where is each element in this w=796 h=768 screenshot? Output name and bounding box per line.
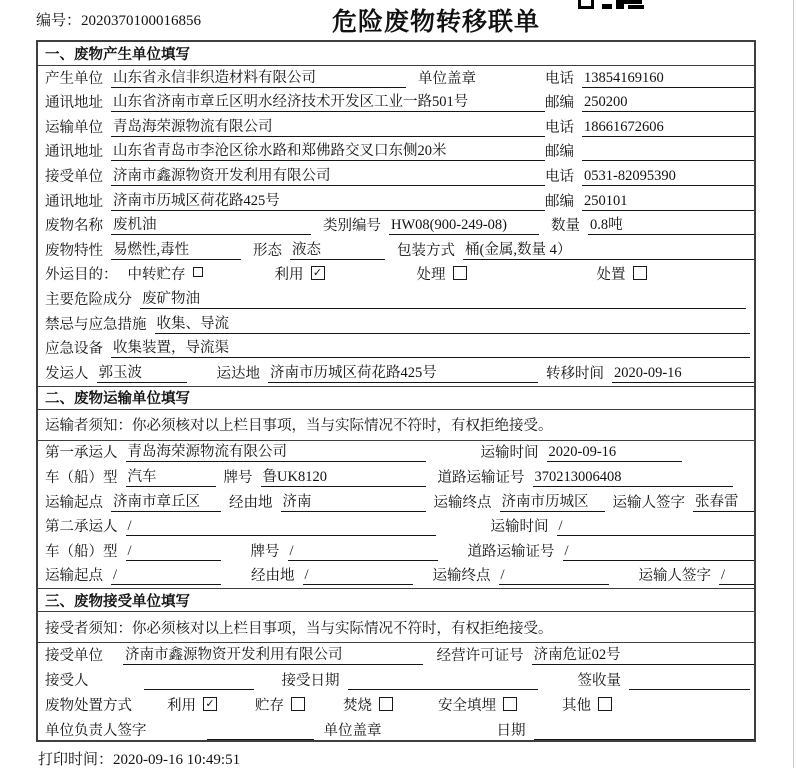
character-label: 废物特性	[45, 242, 103, 259]
row-transporter	[38, 115, 754, 140]
character-value: 易燃性,毒性	[111, 238, 241, 260]
disposal-option-landfill: 安全填埋	[438, 694, 517, 715]
road-license-value: 370213006408	[533, 469, 733, 487]
checkbox-icon	[598, 697, 612, 711]
checkbox-icon	[503, 697, 517, 711]
vehicle-type-label: 车（船）型	[45, 469, 118, 486]
qr-block	[628, 5, 644, 9]
vehicle-type-label: 车（船）型	[45, 543, 118, 560]
checkbox-checked-icon: ✓	[203, 697, 217, 711]
taboo-label: 禁忌与应急措施	[45, 316, 147, 333]
transporter-sign-label: 运输人签字	[612, 494, 685, 511]
qr-block	[616, 0, 624, 9]
print-time-value: 2020-09-16 10:49:51	[113, 752, 241, 768]
road-license-label: 道路运输证号	[467, 543, 555, 560]
row-taboo-measures	[38, 312, 754, 337]
disposal-method-label: 废物处置方式	[45, 698, 132, 715]
accept-date-value	[348, 674, 538, 690]
zip-group	[545, 140, 754, 161]
address-label: 通讯地址	[45, 193, 103, 210]
section2-header: 二、废物运输单位填写	[38, 386, 754, 410]
origin-value: /	[111, 567, 221, 585]
accept-person-label: 接受人	[45, 673, 89, 690]
transport-time-value: /	[557, 518, 755, 536]
address-value: 山东省青岛市李沧区徐水路和郑佛路交叉口东侧20米	[111, 139, 545, 161]
plate-label: 牌号	[250, 543, 280, 560]
receiver-label: 接受单位	[45, 168, 103, 185]
transporter-label: 运输单位	[45, 119, 103, 136]
row-vehicle1	[38, 465, 754, 490]
phone-label: 电话	[545, 119, 574, 136]
quantity-label: 数量	[551, 218, 580, 235]
checkbox-icon	[453, 266, 467, 280]
transporter-sign-value: 张春雷	[693, 490, 754, 512]
accept-unit-label: 接受单位	[45, 648, 103, 665]
carrier1-label: 第一承运人	[45, 445, 118, 462]
address-label: 通讯地址	[45, 144, 103, 161]
origin-value: 济南市章丘区	[111, 490, 221, 512]
zip-value	[582, 145, 754, 161]
row-waste-name	[38, 214, 754, 239]
end-value: 济南市历城区	[500, 490, 605, 512]
signed-amount-value	[629, 674, 750, 690]
hazard-value: 废矿物油	[140, 287, 746, 309]
accept-unit-value: 济南市鑫源物资开发利用有限公司	[123, 643, 423, 665]
section3-header: 三、废物接受单位填写	[38, 588, 754, 612]
form-label: 形态	[253, 242, 282, 259]
accept-person-value	[144, 674, 254, 690]
phone-label: 电话	[545, 70, 574, 87]
qr-block	[578, 0, 594, 9]
transporter-sign-value: /	[719, 567, 754, 585]
carrier2-value: /	[126, 518, 436, 536]
unit-seal-label: 单位盖章	[323, 723, 382, 740]
section2-notice: 运输者须知：你必须核对以上栏目事项，当与实际情况不符时，有权拒绝接受。	[38, 410, 754, 441]
section1-header: 一、废物产生单位填写	[38, 42, 754, 66]
qr-block	[602, 4, 612, 9]
destination-label: 运达地	[216, 365, 260, 382]
row-accept-person	[38, 668, 754, 693]
row-route2	[38, 564, 754, 589]
permit-value: 济南危证02号	[532, 643, 754, 665]
qr-code-fragment-icon	[578, 0, 646, 9]
checkbox-icon	[193, 267, 203, 277]
zip-label: 邮编	[545, 95, 574, 112]
zip-value: 250200	[582, 94, 754, 112]
document-header	[0, 0, 796, 40]
row-hazard-component	[38, 287, 754, 312]
signed-amount-label: 签收量	[577, 673, 621, 690]
section3-notice: 接受者须知：你必须核对以上栏目事项，当与实际情况不符时，有权拒绝接受。	[38, 612, 754, 643]
page-edge-line	[793, 0, 794, 768]
receiver-value: 济南市鑫源物资开发利用有限公司	[111, 164, 545, 186]
head-sign-value	[207, 724, 314, 740]
transfer-time-label: 转移时间	[546, 365, 604, 382]
via-value: /	[303, 567, 413, 585]
row-accept-unit	[38, 643, 754, 668]
via-label: 经由地	[251, 568, 295, 585]
head-sign-label: 单位负责人签字	[45, 723, 147, 740]
purpose-option-transfer-storage: 中转贮存	[128, 263, 203, 284]
address-value: 济南市历城区荷花路425号	[111, 189, 545, 211]
road-license-label: 道路运输证号	[437, 469, 525, 486]
row-transporter-address	[38, 140, 754, 165]
end-value: /	[499, 567, 609, 585]
producer-label: 产生单位	[45, 70, 103, 87]
quantity-value: 0.8吨	[588, 213, 754, 235]
via-value: 济南	[281, 490, 426, 512]
category-label: 类别编号	[323, 218, 381, 235]
transport-time-label: 运输时间	[480, 445, 539, 462]
row-purpose	[38, 263, 754, 288]
row-receiver	[38, 164, 754, 189]
permit-label: 经营许可证号	[436, 648, 524, 665]
row-receiver-address	[38, 189, 754, 214]
road-license-value: /	[563, 543, 755, 561]
phone-group	[545, 67, 754, 88]
print-time	[38, 748, 240, 768]
zip-label: 邮编	[545, 193, 574, 210]
carrier1-value: 青岛海荣源物流有限公司	[126, 440, 426, 462]
zip-group	[545, 190, 754, 211]
row-shipper	[38, 361, 754, 386]
row-carrier2	[38, 515, 754, 540]
row-waste-character	[38, 238, 754, 263]
waste-name-value: 废机油	[111, 213, 311, 235]
packing-value: 桶(金属,数量 4）	[463, 238, 754, 260]
shipper-label: 发运人	[45, 365, 89, 382]
print-time-label: 打印时间：	[38, 752, 114, 768]
origin-label: 运输起点	[45, 494, 103, 511]
phone-value: 13854169160	[582, 70, 754, 88]
unit-seal-label: 单位盖章	[418, 70, 476, 87]
row-vehicle2	[38, 539, 754, 564]
plate-value: /	[288, 543, 438, 561]
row-emergency-equipment	[38, 337, 754, 362]
end-label: 运输终点	[432, 568, 491, 585]
document-number-label: 编号：	[36, 13, 82, 29]
checkbox-checked-icon: ✓	[311, 266, 325, 280]
category-value: HW08(900-249-08)	[389, 217, 539, 235]
checkbox-icon	[379, 697, 393, 711]
phone-value: 0531-82095390	[582, 168, 754, 186]
document-number-value: 2020370100016856	[81, 13, 202, 29]
origin-label: 运输起点	[45, 568, 103, 585]
phone-group	[545, 116, 754, 137]
date-value	[534, 724, 755, 740]
zip-value: 250101	[582, 193, 754, 211]
plate-label: 牌号	[223, 469, 253, 486]
waste-name-label: 废物名称	[45, 218, 103, 235]
plate-value: 鲁UK8120	[261, 465, 426, 487]
checkbox-icon	[291, 697, 305, 711]
via-label: 经由地	[229, 494, 273, 511]
row-producer	[38, 66, 754, 91]
hazard-label: 主要危险成分	[45, 291, 132, 308]
destination-value: 济南市历城区荷花路425号	[268, 361, 538, 383]
transport-time-label: 运输时间	[490, 519, 549, 536]
phone-value: 18661672606	[582, 119, 754, 137]
row-carrier1	[38, 441, 754, 466]
purpose-label: 外运目的：	[45, 267, 118, 284]
row-producer-address	[38, 91, 754, 116]
phone-label: 电话	[545, 168, 574, 185]
vehicle-type-value: 汽车	[126, 465, 216, 487]
address-label: 通讯地址	[45, 95, 103, 112]
equipment-label: 应急设备	[45, 341, 103, 358]
purpose-option-treat: 处理	[417, 263, 467, 284]
transport-time-value: 2020-09-16	[547, 444, 682, 462]
transporter-sign-label: 运输人签字	[638, 568, 711, 585]
accept-date-label: 接受日期	[281, 673, 340, 690]
phone-group	[545, 165, 754, 186]
form-table	[36, 40, 756, 742]
address-value: 山东省济南市章丘区明水经济技术开发区工业一路501号	[111, 90, 545, 112]
disposal-option-storage: 贮存	[255, 694, 305, 715]
zip-label: 邮编	[545, 144, 574, 161]
document-number	[36, 9, 201, 30]
disposal-option-utilize: 利用 ✓	[167, 694, 217, 715]
shipper-value: 郭玉波	[97, 361, 187, 383]
producer-value: 山东省永信非织造材料有限公司	[111, 66, 406, 88]
checkbox-icon	[633, 266, 647, 280]
row-disposal-method	[38, 693, 754, 718]
packing-label: 包装方式	[397, 242, 455, 259]
transfer-time-value: 2020-09-16	[612, 365, 754, 383]
zip-group	[545, 91, 754, 112]
disposal-option-other: 其他	[562, 694, 612, 715]
document-title: 危险废物转移联单	[332, 9, 541, 36]
date-label: 日期	[496, 723, 526, 740]
carrier2-label: 第二承运人	[45, 519, 118, 536]
row-head-signature	[38, 718, 754, 743]
form-value: 液态	[290, 238, 385, 260]
purpose-option-utilize: 利用 ✓	[275, 263, 325, 284]
equipment-value: 收集装置，导流渠	[111, 336, 750, 358]
transporter-value: 青岛海荣源物流有限公司	[111, 115, 545, 137]
taboo-value: 收集、导流	[155, 312, 751, 334]
row-route1	[38, 490, 754, 515]
end-label: 运输终点	[433, 494, 492, 511]
vehicle-type-value: /	[126, 543, 221, 561]
purpose-option-dispose: 处置	[597, 263, 647, 284]
disposal-option-incinerate: 焚烧	[343, 694, 393, 715]
